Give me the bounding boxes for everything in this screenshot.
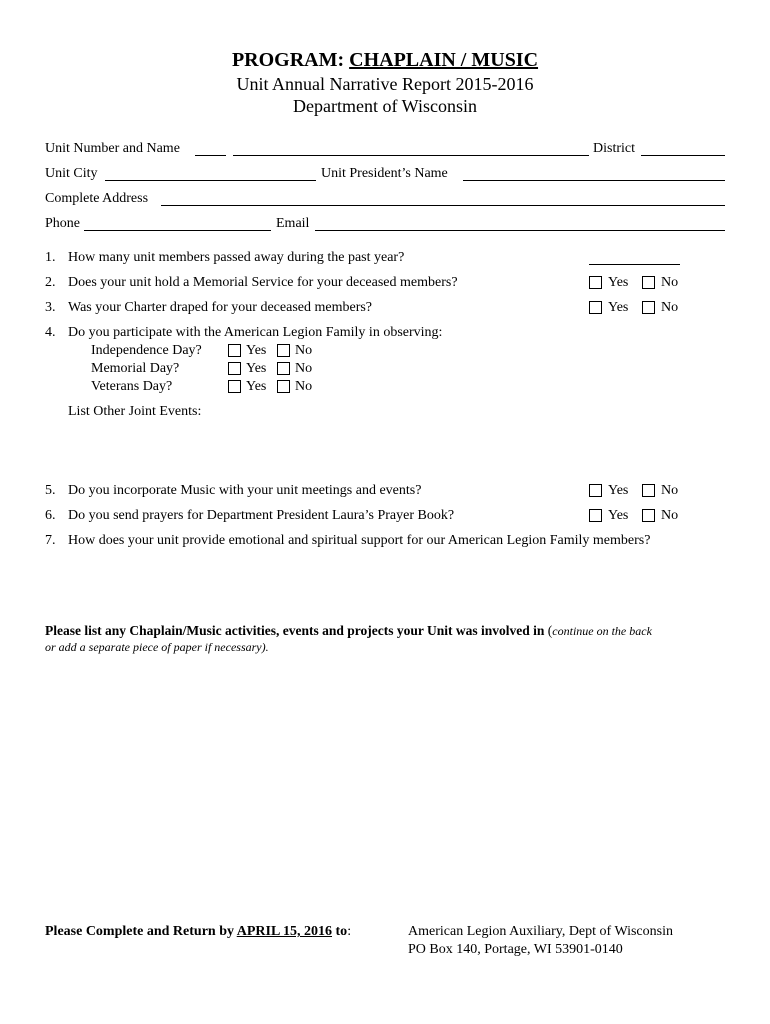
independence-yes-checkbox[interactable] [228, 344, 241, 357]
return-date: APRIL 15, 2016 [236, 924, 333, 939]
district-label: District [593, 141, 635, 156]
q2-yes-checkbox[interactable] [589, 276, 602, 289]
independence-no-checkbox[interactable] [277, 344, 290, 357]
q6-number: 6. [45, 508, 56, 523]
independence-no-label: No [295, 343, 313, 358]
unit-number-field[interactable] [195, 155, 226, 156]
q5-number: 5. [45, 483, 56, 498]
q5-text: Do you incorporate Music with your unit meetings and events? [68, 483, 422, 498]
q2-number: 2. [45, 275, 56, 290]
return-to: to [332, 924, 348, 939]
return-address-line1: American Legion Auxiliary, Dept of Wisconsin [408, 924, 673, 939]
memorial-yes-checkbox[interactable] [228, 362, 241, 375]
activities-note-1: continue on the back [552, 624, 652, 638]
q3-no-checkbox[interactable] [642, 301, 655, 314]
email-field[interactable] [315, 230, 725, 231]
q7-number: 7. [45, 533, 56, 548]
q6-no-checkbox[interactable] [642, 509, 655, 522]
activities-instruction-bold: Please list any Chaplain/Music activities, events and projects your Unit was involved in [45, 623, 545, 638]
q5-yes-checkbox[interactable] [589, 484, 602, 497]
unit-president-label: Unit President’s Name [321, 166, 448, 181]
q6-yes-checkbox[interactable] [589, 509, 602, 522]
program-label: PROGRAM: [231, 49, 345, 71]
program-name: CHAPLAIN / MUSIC [349, 49, 539, 71]
memorial-no-checkbox[interactable] [277, 362, 290, 375]
q7-text: How does your unit provide emotional and spiritual support for our American Legion Family members? [68, 533, 651, 548]
q2-text: Does your unit hold a Memorial Service for your deceased members? [68, 275, 458, 290]
q6-no-label: No [661, 508, 679, 523]
q1-text: How many unit members passed away during the past year? [68, 250, 405, 265]
return-colon: : [347, 924, 352, 939]
memorial-yes-label: Yes [246, 361, 267, 376]
other-joint-events-label: List Other Joint Events: [68, 404, 202, 419]
return-prefix: Please Complete and Return by [45, 924, 237, 939]
veterans-no-checkbox[interactable] [277, 380, 290, 393]
q4-item-veterans-day: Veterans Day? [91, 379, 173, 394]
independence-yes-label: Yes [246, 343, 267, 358]
q5-yes-label: Yes [608, 483, 629, 498]
q2-no-label: No [661, 275, 679, 290]
veterans-yes-label: Yes [246, 379, 267, 394]
page-title [0, 49, 770, 72]
phone-label: Phone [45, 216, 80, 231]
veterans-no-label: No [295, 379, 313, 394]
q5-no-label: No [661, 483, 679, 498]
unit-city-field[interactable] [105, 180, 316, 181]
unit-president-field[interactable] [463, 180, 725, 181]
activities-open-paren: ( [544, 623, 553, 638]
activities-close: ). [261, 640, 269, 654]
department-name: Department of Wisconsin [293, 96, 477, 116]
q3-no-label: No [661, 300, 679, 315]
q4-item-memorial-day: Memorial Day? [91, 361, 180, 376]
q4-text: Do you participate with the American Legion Family in observing: [68, 325, 443, 340]
q4-number: 4. [45, 325, 56, 340]
email-label: Email [276, 216, 310, 231]
q4-item-independence-day: Independence Day? [91, 343, 202, 358]
phone-field[interactable] [84, 230, 271, 231]
unit-city-label: Unit City [45, 166, 98, 181]
q1-answer-field[interactable] [589, 264, 680, 265]
q3-yes-checkbox[interactable] [589, 301, 602, 314]
address-field[interactable] [161, 205, 725, 206]
q3-number: 3. [45, 300, 56, 315]
district-field[interactable] [641, 155, 725, 156]
activities-instruction [45, 623, 652, 639]
q5-no-checkbox[interactable] [642, 484, 655, 497]
return-address-line2: PO Box 140, Portage, WI 53901-0140 [408, 942, 623, 957]
q1-number: 1. [45, 250, 56, 265]
memorial-no-label: No [295, 361, 313, 376]
q6-yes-label: Yes [608, 508, 629, 523]
unit-name-field[interactable] [233, 155, 589, 156]
return-instruction [45, 924, 351, 940]
q3-text: Was your Charter draped for your deceased members? [68, 300, 373, 315]
q6-text: Do you send prayers for Department President Laura’s Prayer Book? [68, 508, 455, 523]
unit-number-label: Unit Number and Name [45, 141, 180, 156]
address-label: Complete Address [45, 191, 149, 206]
q2-no-checkbox[interactable] [642, 276, 655, 289]
q3-yes-label: Yes [608, 300, 629, 315]
activities-instruction-line2 [45, 640, 269, 654]
q2-yes-label: Yes [608, 275, 629, 290]
activities-note-2: or add a separate piece of paper if necessary [45, 640, 262, 654]
report-subtitle: Unit Annual Narrative Report 2015-2016 [236, 74, 534, 94]
veterans-yes-checkbox[interactable] [228, 380, 241, 393]
